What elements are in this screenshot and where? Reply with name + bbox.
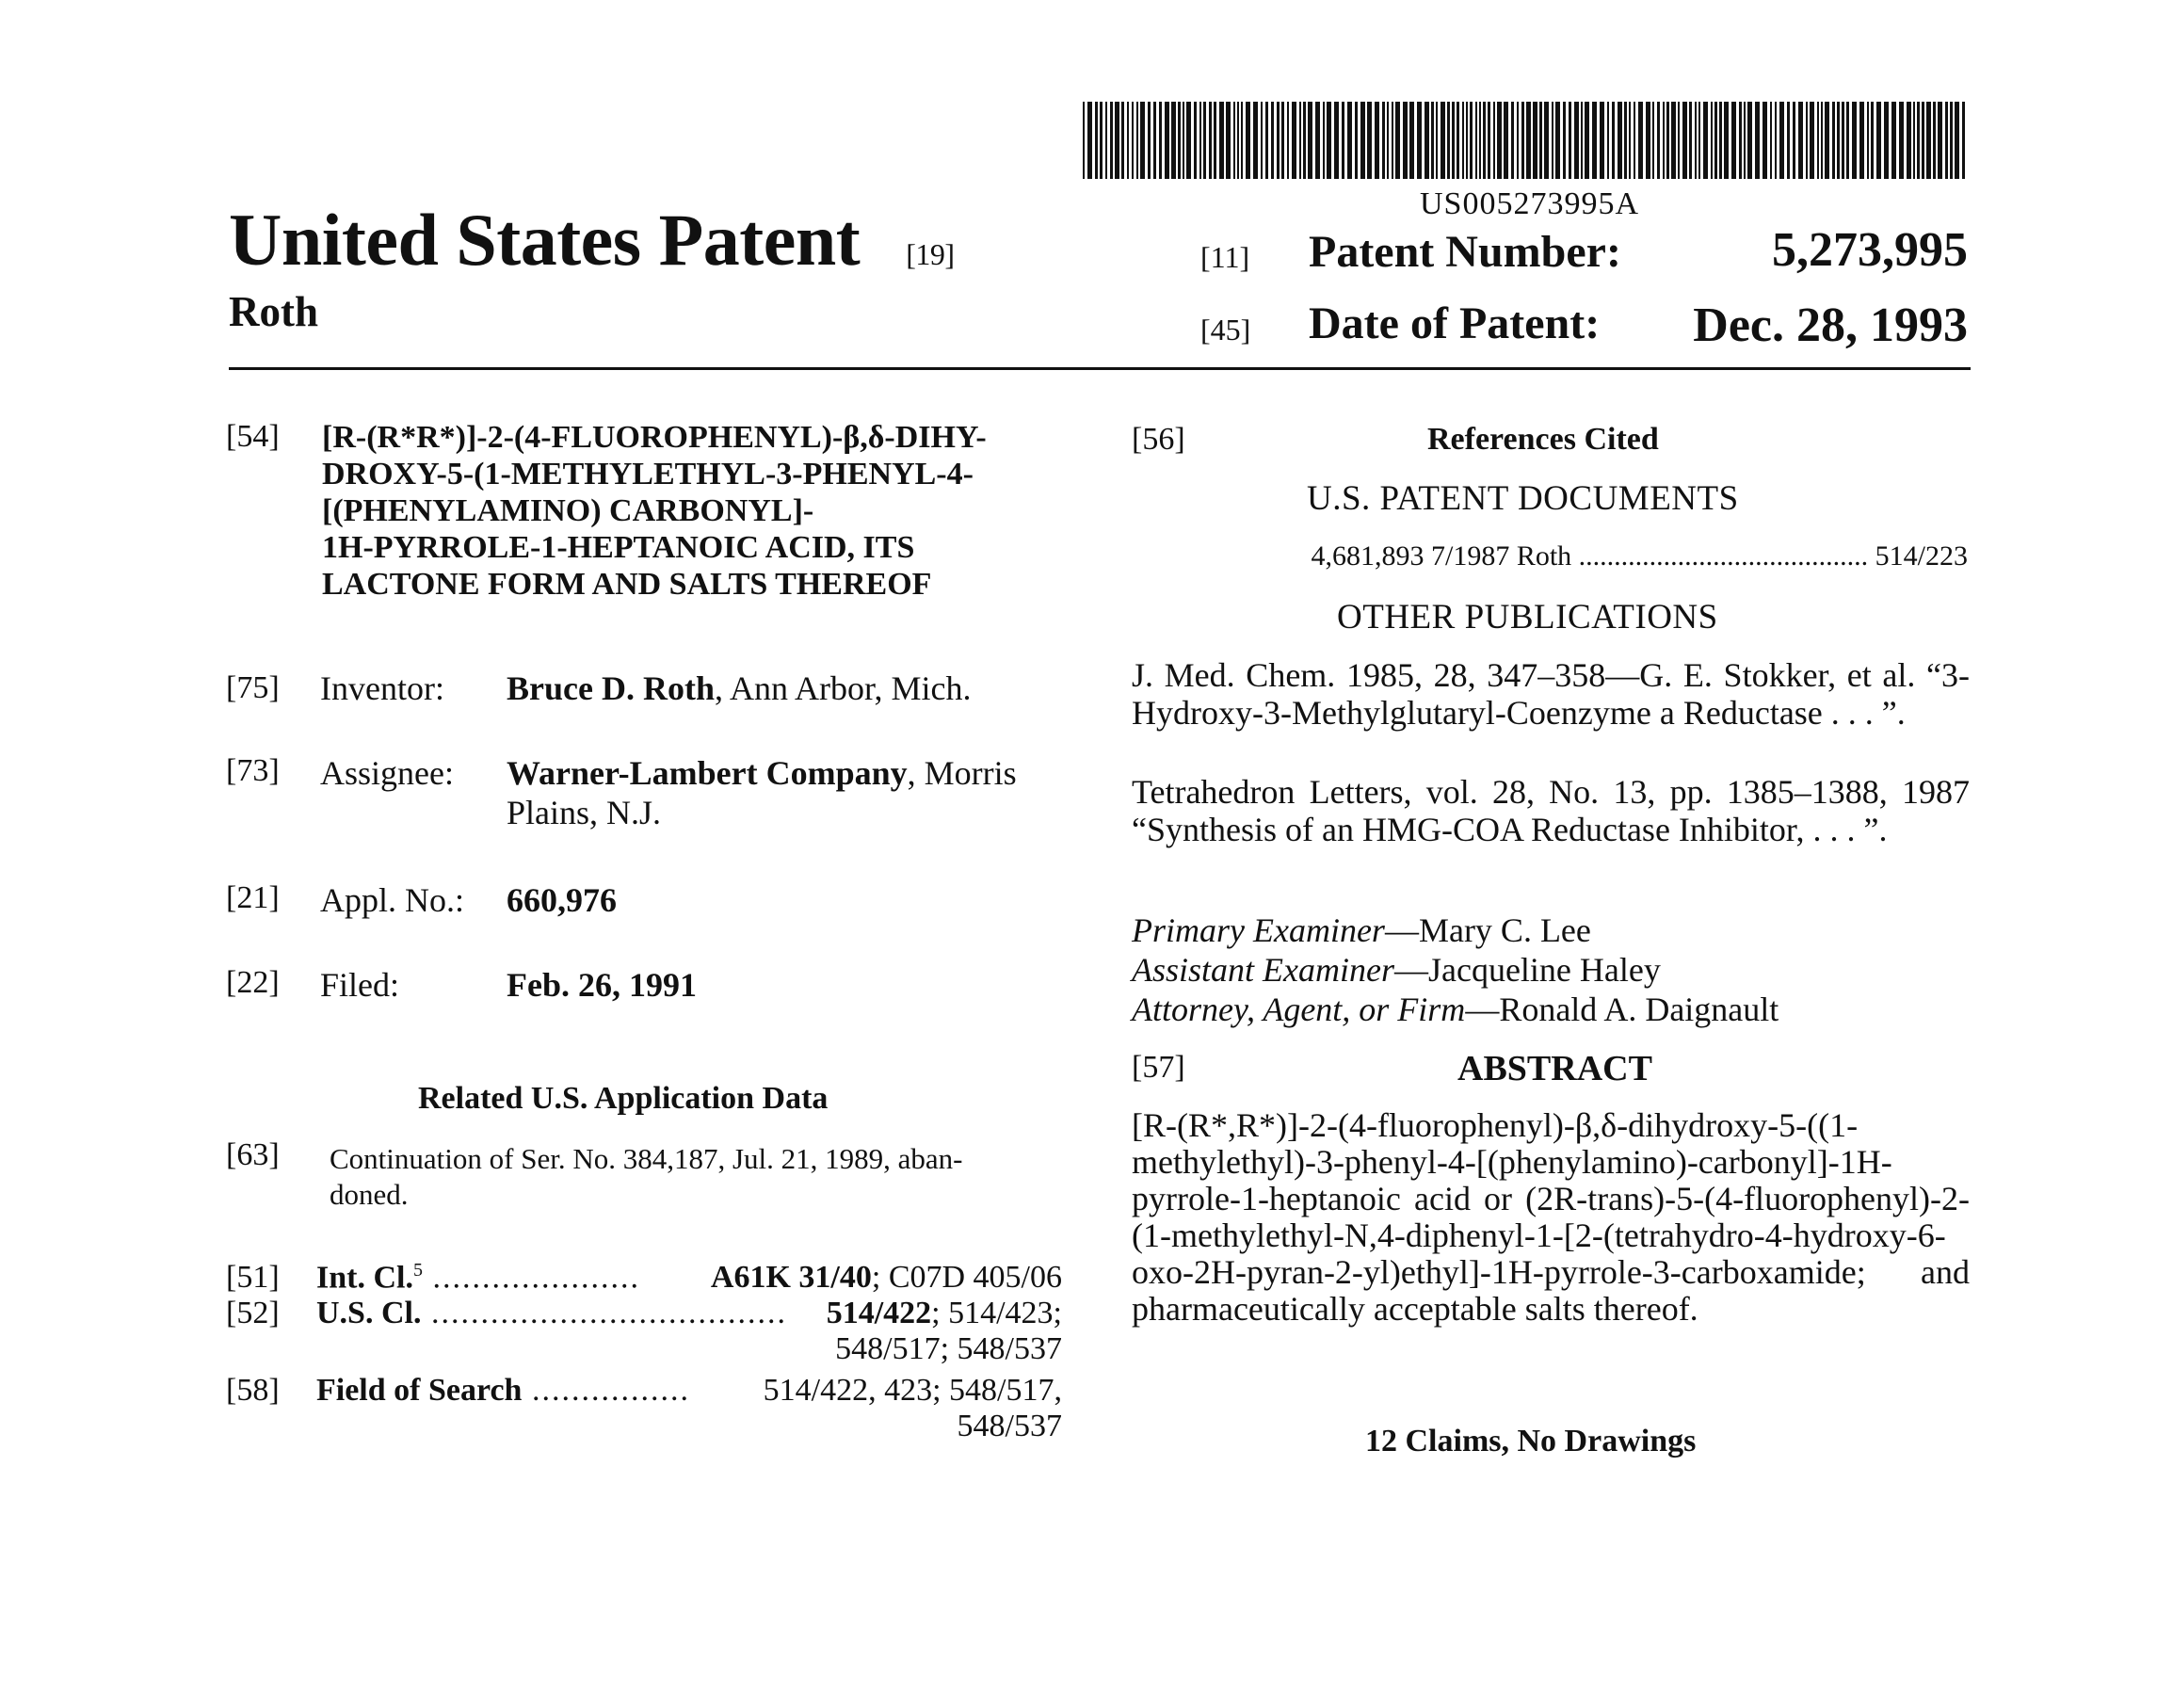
barcode-bar [1671,102,1676,179]
assignee-location: , Morris [907,754,1017,792]
barcode-bar [1171,102,1176,179]
barcode-image [1083,102,1968,179]
barcode-bar [1271,102,1274,179]
invention-title-line: LACTONE FORM AND SALTS THEREOF [322,567,932,602]
inventor-code: [75] [226,670,280,705]
invention-title-line: [R-(R*R*)]-2-(4-FLUOROPHENYL)-β,δ-DIHY- [322,420,987,455]
barcode-bar [1475,102,1477,179]
barcode-bar [1299,102,1301,179]
intcl-code: [51] [226,1260,280,1295]
barcode-bar [1544,102,1549,179]
barcode-bar [1226,102,1231,179]
barcode-bar [1233,102,1235,179]
uscl-value [827,1296,1062,1331]
continuation-line1: Continuation of Ser. No. 384,187, Jul. 21, 1989, aban- [330,1142,963,1175]
barcode-bar [1555,102,1560,179]
refs-code: [56] [1132,422,1185,457]
barcode-bar [1261,102,1263,179]
barcode-bar [1552,102,1553,179]
patent-number-label: Patent Number: [1309,227,1621,277]
uscl-dots: .................................... [421,1296,787,1330]
fos-line2: 548/537 [957,1409,1062,1443]
filed-code: [22] [226,965,280,1000]
barcode-bar [1281,102,1284,179]
barcode-bar [1817,102,1819,179]
barcode-bar [1347,102,1352,179]
uscl-bold: 514/422 [826,1296,932,1330]
barcode-bar [1241,102,1243,179]
header-inventor: Roth [229,288,319,335]
barcode-bar [1638,102,1643,179]
barcode-bar [1417,102,1422,179]
related-data-heading: Related U.S. Application Data [418,1081,829,1116]
appl-code: [21] [226,880,280,915]
barcode-bar [1436,102,1438,179]
barcode-bar [1884,102,1889,179]
barcode-bar [1695,102,1697,179]
intcl-rest: ; C07D 405/06 [871,1260,1062,1295]
barcode-bar [1755,102,1760,179]
barcode-bar [1159,102,1162,179]
barcode-bar [1209,102,1212,179]
barcode-bar [1186,102,1191,179]
barcode-bar [1511,102,1514,179]
barcode-bar [1569,102,1571,179]
barcode-bar [1277,102,1280,179]
invention-title-line: 1H-PYRROLE-1-HEPTANOIC ACID, ITS [322,530,915,565]
barcode-bar [1452,102,1455,179]
barcode-bar [1739,102,1742,179]
patent-number: 5,273,995 [1772,223,1968,277]
attorney [1132,991,1779,1028]
barcode-bar [1747,102,1752,179]
barcode-bar [1178,102,1181,179]
barcode-bar [1194,102,1197,179]
inventor-name: Bruce D. Roth [507,669,715,707]
attorney-name: —Ronald A. Daignault [1465,991,1779,1028]
barcode-bar [1731,102,1736,179]
barcode-bar [1110,102,1113,179]
barcode-bar [1100,102,1103,179]
barcode-bar [1323,102,1325,179]
claims-summary: 12 Claims, No Drawings [1365,1424,1697,1458]
barcode-bar [1793,102,1795,179]
barcode-bar [1504,102,1508,179]
assignee-value [507,753,1017,793]
barcode-bar [1462,102,1464,179]
barcode-bar [1698,102,1700,179]
barcode-bar [1607,102,1609,179]
barcode-bar [1127,102,1129,179]
barcode-bar [1493,102,1495,179]
barcode-bar [1237,102,1239,179]
barcode-bar [1581,102,1583,179]
barcode-bar [1962,102,1965,179]
barcode-bar [1899,102,1904,179]
publication-2: Tetrahedron Letters, vol. 28, No. 13, pp. 1385–1388, 1987 “Synthesis of an HMG-COA Reductase Inhibitor, . . . ”. [1132,773,1970,848]
barcode-bar [1488,102,1490,179]
uscl-code: [52] [226,1296,280,1330]
barcode-bar [1846,102,1849,179]
title-code: [19] [906,237,955,271]
barcode-bar [1806,102,1808,179]
barcode-bar [1308,102,1312,179]
invention-title-line: DROXY-5-(1-METHYLETHYL-3-PHENYL-4- [322,457,974,491]
barcode-bar [1592,102,1597,179]
barcode-bar [1933,102,1936,179]
invention-title [322,419,1075,603]
fos-row [316,1373,690,1409]
barcode-bar [1148,102,1151,179]
barcode-bar [1585,102,1589,179]
assignee-label: Assignee: [320,754,454,792]
assistant-examiner [1132,951,1661,989]
barcode-bar [1859,102,1864,179]
appl-label: Appl. No.: [320,881,464,919]
barcode-bar [1657,102,1660,179]
barcode-bar [1165,102,1169,179]
barcode-bar [1457,102,1459,179]
barcode-bar [1121,102,1124,179]
barcode-bar [1395,102,1400,179]
barcode-bar [1115,102,1119,179]
barcode-bar [1199,102,1201,179]
barcode-bar [1095,102,1098,179]
intcl-bold: A61K 31/40 [710,1260,872,1295]
barcode-bar [1682,102,1687,179]
ref-1: 4,681,893 7/1987 Roth ......................................... 514/223 [1311,540,1968,572]
refs-heading: References Cited [1427,422,1659,457]
barcode-bar [1779,102,1784,179]
publication-1: J. Med. Chem. 1985, 28, 347–358—G. E. Stokker, et al. “3-Hydroxy-3-Methylglutaryl-Coenzyme a Reductase . . . ”. [1132,656,1970,732]
inventor-label: Inventor: [320,669,444,707]
barcode-bar [1787,102,1790,179]
barcode-bar [1292,102,1296,179]
barcode-bar [1253,102,1258,179]
barcode-bar [1303,102,1306,179]
filed-date: Feb. 26, 1991 [507,966,697,1004]
barcode-bar [1403,102,1408,179]
barcode-bar [1950,102,1953,179]
intcl-label: Int. Cl. [316,1260,413,1296]
barcode-bar [1105,102,1107,179]
barcode-bar [1634,102,1635,179]
barcode-bar [1666,102,1669,179]
barcode-bar [1425,102,1429,179]
barcode-bar [1600,102,1604,179]
barcode-bar [1744,102,1746,179]
barcode-bar [1775,102,1777,179]
barcode-bar [1083,102,1085,179]
patent-number-code: [11] [1200,240,1250,274]
barcode-bar [1852,102,1857,179]
barcode-bar [1663,102,1665,179]
barcode-bar [1867,102,1869,179]
barcode-bar [1724,102,1729,179]
fos-dots: ................ [522,1373,690,1408]
header-rule [229,367,1971,370]
barcode-bar [1945,102,1948,179]
barcode-bar [1938,102,1942,179]
title-code-54: [54] [226,419,280,454]
uscl-line2: 548/517; 548/537 [835,1331,1062,1366]
barcode-bar [1375,102,1379,179]
assistant-examiner-name: —Jacqueline Haley [1393,951,1661,989]
barcode-bar [1087,102,1092,179]
barcode-bar [1837,102,1840,179]
barcode-bar [1913,102,1915,179]
barcode-bar [1214,102,1216,179]
barcode-bar [1907,102,1911,179]
assistant-examiner-label: Assistant Examiner [1132,951,1394,989]
barcode-bar [1382,102,1385,179]
us-docs-heading: U.S. PATENT DOCUMENTS [1307,479,1739,518]
barcode-bar [1770,102,1772,179]
date-code: [45] [1200,313,1251,346]
barcode-bar [1763,102,1767,179]
barcode-bar [1219,102,1224,179]
barcode-bar [1629,102,1631,179]
barcode-bar [1287,102,1289,179]
barcode-bar [1183,102,1184,179]
filed-label: Filed: [320,966,400,1004]
barcode-bar [1342,102,1344,179]
abstract-code: [57] [1132,1050,1185,1085]
barcode-bar [1678,102,1680,179]
barcode-bar [1624,102,1627,179]
barcode-bar [1703,102,1708,179]
barcode-bar [1891,102,1896,179]
barcode-bar [1497,102,1502,179]
barcode-bar [1821,102,1823,179]
barcode-bar [1539,102,1542,179]
uscl-label: U.S. Cl. [316,1296,422,1330]
barcode-bar [1466,102,1468,179]
patent-date: Dec. 28, 1993 [1693,298,1968,352]
barcode-bar [1479,102,1481,179]
barcode-bar [1132,102,1134,179]
barcode-bar [1387,102,1389,179]
barcode-bar [1563,102,1566,179]
barcode-bar [1871,102,1874,179]
barcode-bar [1719,102,1722,179]
uscl-row [316,1296,787,1331]
barcode-bar [1315,102,1320,179]
barcode-bar [1526,102,1531,179]
barcode-bar [1409,102,1414,179]
barcode-bar [1917,102,1920,179]
barcode-bar [1203,102,1206,179]
intcl-value [711,1260,1062,1296]
appl-number: 660,976 [507,881,617,919]
abstract-text: [R-(R*,R*)]-2-(4-fluorophenyl)-β,δ-dihydroxy-5-((1-methylethyl)-3-phenyl-4-[(phenylamino)-carbonyl]-1H-pyrrole-1-heptanoic acid or (2R-trans)-5-(4-fluorophenyl)-2-(1-methylethyl-N,4-diphenyl-1-[2-(tetrahydro-4-hydroxy-6-oxo-2H-pyran-2-yl)ethyl]-1H-pyrrole-3-carboxamide; and pharmaceutically acceptable salts thereof. [1132,1106,1970,1328]
intcl-dots: ..................... [422,1260,640,1296]
barcode-bar [1517,102,1519,179]
barcode-number: US005273995A [1420,186,1640,221]
barcode-bar [1955,102,1959,179]
continuation-code: [63] [226,1137,280,1172]
date-label: Date of Patent: [1309,298,1601,348]
barcode-bar [1714,102,1717,179]
barcode-bar [1136,102,1138,179]
attorney-label: Attorney, Agent, or Firm [1132,991,1466,1028]
fos-value: 514/422, 423; 548/517, [763,1373,1062,1408]
barcode-bar [1842,102,1844,179]
barcode-bar [1355,102,1358,179]
barcode-bar [1246,102,1250,179]
barcode-bar [1470,102,1473,179]
barcode-bar [1367,102,1372,179]
barcode-bar [1711,102,1713,179]
continuation-line2: doned. [330,1178,409,1211]
barcode-bar [1810,102,1814,179]
barcode-bar [1265,102,1268,179]
barcode-bar [1798,102,1803,179]
barcode-bar [1327,102,1331,179]
barcode-bar [1447,102,1450,179]
barcode-bar [1360,102,1365,179]
barcode-bar [1441,102,1445,179]
barcode-bar [1574,102,1579,179]
abstract-heading: ABSTRACT [1457,1049,1652,1088]
fos-code: [58] [226,1373,280,1408]
fos-label: Field of Search [316,1373,523,1408]
barcode-bar [1334,102,1339,179]
barcode-bar [1646,102,1650,179]
barcode-bar [1612,102,1615,179]
barcode-bar [1483,102,1486,179]
barcode-bar [1431,102,1434,179]
barcode-bar [1521,102,1524,179]
inventor-value [507,669,972,708]
primary-examiner-name: —Mary C. Lee [1384,911,1591,949]
barcode-bar [1153,102,1156,179]
intcl-row [316,1260,640,1296]
barcode-bar [1533,102,1537,179]
uscl-rest: ; 514/423; [931,1296,1062,1330]
inventor-location: , Ann Arbor, Mich. [714,669,972,707]
invention-title-line: [(PHENYLAMINO) CARBONYL]- [322,493,814,528]
patent-title: United States Patent [19] [229,199,955,281]
other-pubs-heading: OTHER PUBLICATIONS [1337,598,1718,636]
barcode-bar [1832,102,1835,179]
barcode-bar [1392,102,1393,179]
barcode-bar [1140,102,1145,179]
intcl-sup: 5 [412,1260,423,1281]
barcode-bar [1825,102,1829,179]
primary-examiner [1132,911,1591,949]
barcode-bar [1689,102,1692,179]
barcode-bar [1926,102,1931,179]
barcode-bar [1618,102,1622,179]
primary-examiner-label: Primary Examiner [1132,911,1385,949]
assignee-location-line2: Plains, N.J. [507,794,662,831]
barcode-bar [1652,102,1654,179]
assignee-code: [73] [226,753,280,788]
assignee-name: Warner-Lambert Company [507,754,908,792]
barcode-bar [1876,102,1881,179]
barcode-bar [1922,102,1924,179]
